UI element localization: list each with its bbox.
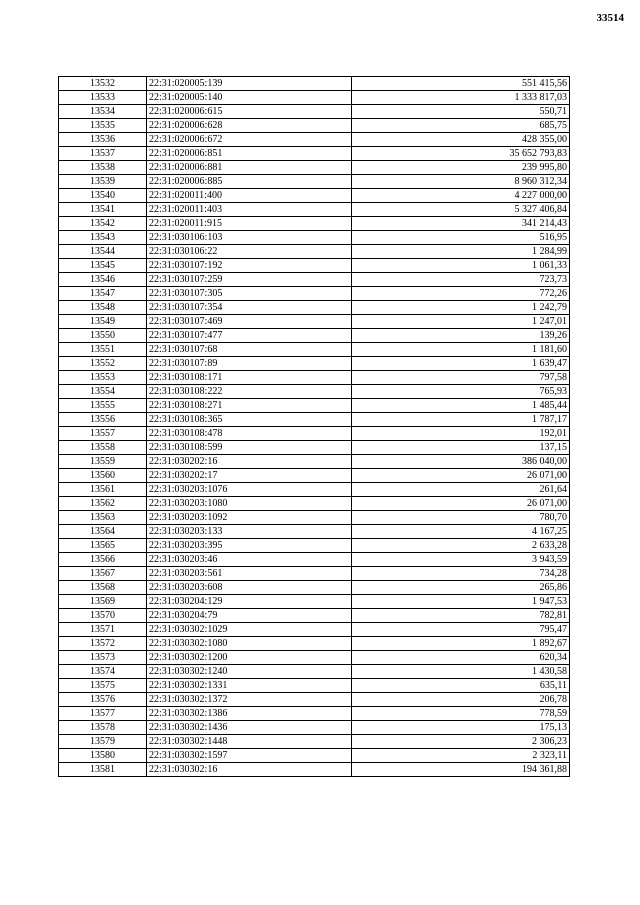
- cadastral-value-cell: 206,78: [352, 693, 570, 707]
- cadastral-number-cell: 22:31:020006:628: [147, 119, 352, 133]
- table-row: [59, 315, 570, 329]
- cadastral-value-cell: 341 214,43: [352, 217, 570, 231]
- cadastral-number-cell: 22:31:020005:140: [147, 91, 352, 105]
- table-row: [59, 623, 570, 637]
- table-row: [59, 427, 570, 441]
- row-number-cell: 13552: [59, 357, 147, 371]
- table-row: [59, 301, 570, 315]
- cadastral-value-cell: 35 652 793,83: [352, 147, 570, 161]
- row-number-cell: 13532: [59, 77, 147, 91]
- table-row: [59, 441, 570, 455]
- cadastral-value-cell: 192,01: [352, 427, 570, 441]
- table-row: [59, 175, 570, 189]
- row-number-cell: 13564: [59, 525, 147, 539]
- row-number-cell: 13575: [59, 679, 147, 693]
- cadastral-number-cell: 22:31:030203:133: [147, 525, 352, 539]
- cadastral-value-cell: 1 485,44: [352, 399, 570, 413]
- cadastral-number-cell: 22:31:030107:469: [147, 315, 352, 329]
- cadastral-number-cell: 22:31:030107:477: [147, 329, 352, 343]
- cadastral-number-cell: 22:31:030203:1076: [147, 483, 352, 497]
- cadastral-number-cell: 22:31:020011:400: [147, 189, 352, 203]
- table-row: [59, 665, 570, 679]
- table-body: [59, 77, 570, 777]
- cadastral-number-cell: 22:31:030302:1386: [147, 707, 352, 721]
- cadastral-number-cell: 22:31:030107:305: [147, 287, 352, 301]
- cadastral-value-cell: 386 040,00: [352, 455, 570, 469]
- cadastral-value-cell: 782,81: [352, 609, 570, 623]
- table-row: [59, 119, 570, 133]
- cadastral-value-cell: 5 327 406,84: [352, 203, 570, 217]
- table-row: [59, 679, 570, 693]
- cadastral-value-cell: 1 242,79: [352, 301, 570, 315]
- table-row: [59, 469, 570, 483]
- row-number-cell: 13544: [59, 245, 147, 259]
- table-row: [59, 511, 570, 525]
- table-row: [59, 217, 570, 231]
- cadastral-value-cell: 1 181,60: [352, 343, 570, 357]
- cadastral-number-cell: 22:31:030107:354: [147, 301, 352, 315]
- table-row: [59, 399, 570, 413]
- cadastral-number-cell: 22:31:020011:915: [147, 217, 352, 231]
- row-number-cell: 13536: [59, 133, 147, 147]
- table-row: [59, 735, 570, 749]
- cadastral-value-cell: 261,64: [352, 483, 570, 497]
- row-number-cell: 13569: [59, 595, 147, 609]
- row-number-cell: 13545: [59, 259, 147, 273]
- row-number-cell: 13550: [59, 329, 147, 343]
- cadastral-number-cell: 22:31:030302:16: [147, 763, 352, 777]
- cadastral-value-cell: 137,15: [352, 441, 570, 455]
- row-number-cell: 13572: [59, 637, 147, 651]
- cadastral-number-cell: 22:31:030302:1080: [147, 637, 352, 651]
- cadastral-number-cell: 22:31:020006:881: [147, 161, 352, 175]
- cadastral-number-cell: 22:31:030204:129: [147, 595, 352, 609]
- table-row: [59, 455, 570, 469]
- row-number-cell: 13576: [59, 693, 147, 707]
- cadastral-number-cell: 22:31:030302:1448: [147, 735, 352, 749]
- row-number-cell: 13559: [59, 455, 147, 469]
- row-number-cell: 13539: [59, 175, 147, 189]
- row-number-cell: 13580: [59, 749, 147, 763]
- table-row: [59, 637, 570, 651]
- cadastral-number-cell: 22:31:030203:1080: [147, 497, 352, 511]
- row-number-cell: 13540: [59, 189, 147, 203]
- table-row: [59, 189, 570, 203]
- row-number-cell: 13543: [59, 231, 147, 245]
- row-number-cell: 13533: [59, 91, 147, 105]
- cadastral-number-cell: 22:31:030202:16: [147, 455, 352, 469]
- row-number-cell: 13578: [59, 721, 147, 735]
- cadastral-number-cell: 22:31:030203:1092: [147, 511, 352, 525]
- cadastral-number-cell: 22:31:030302:1372: [147, 693, 352, 707]
- table-row: [59, 203, 570, 217]
- cadastral-number-cell: 22:31:030302:1331: [147, 679, 352, 693]
- table-row: [59, 147, 570, 161]
- row-number-cell: 13562: [59, 497, 147, 511]
- row-number-cell: 13563: [59, 511, 147, 525]
- row-number-cell: 13573: [59, 651, 147, 665]
- table-row: [59, 651, 570, 665]
- cadastral-value-cell: 1 892,67: [352, 637, 570, 651]
- table-row: [59, 707, 570, 721]
- table-row: [59, 273, 570, 287]
- cadastral-value-cell: 1 639,47: [352, 357, 570, 371]
- cadastral-number-cell: 22:31:030302:1597: [147, 749, 352, 763]
- cadastral-value-cell: 194 361,88: [352, 763, 570, 777]
- cadastral-value-cell: 4 227 000,00: [352, 189, 570, 203]
- cadastral-number-cell: 22:31:030108:222: [147, 385, 352, 399]
- cadastral-value-cell: 620,34: [352, 651, 570, 665]
- table-row: [59, 133, 570, 147]
- row-number-cell: 13568: [59, 581, 147, 595]
- row-number-cell: 13574: [59, 665, 147, 679]
- cadastral-value-cell: 265,86: [352, 581, 570, 595]
- row-number-cell: 13541: [59, 203, 147, 217]
- table-row: [59, 497, 570, 511]
- row-number-cell: 13538: [59, 161, 147, 175]
- table-row: [59, 581, 570, 595]
- table-row: [59, 763, 570, 777]
- cadastral-value-cell: 2 633,28: [352, 539, 570, 553]
- row-number-cell: 13535: [59, 119, 147, 133]
- cadastral-value-cell: 175,13: [352, 721, 570, 735]
- table-row: [59, 77, 570, 91]
- cadastral-value-cell: 239 995,80: [352, 161, 570, 175]
- table-row: [59, 259, 570, 273]
- cadastral-number-cell: 22:31:030302:1240: [147, 665, 352, 679]
- cadastral-number-cell: 22:31:020006:672: [147, 133, 352, 147]
- cadastral-value-cell: 516,95: [352, 231, 570, 245]
- row-number-cell: 13534: [59, 105, 147, 119]
- cadastral-value-cell: 8 960 312,34: [352, 175, 570, 189]
- cadastral-value-cell: 3 943,59: [352, 553, 570, 567]
- table-row: [59, 595, 570, 609]
- row-number-cell: 13567: [59, 567, 147, 581]
- cadastral-number-cell: 22:31:020006:615: [147, 105, 352, 119]
- cadastral-number-cell: 22:31:030302:1200: [147, 651, 352, 665]
- cadastral-number-cell: 22:31:030108:478: [147, 427, 352, 441]
- cadastral-value-cell: 2 306,23: [352, 735, 570, 749]
- table-row: [59, 609, 570, 623]
- cadastral-number-cell: 22:31:030108:599: [147, 441, 352, 455]
- table-row: [59, 525, 570, 539]
- row-number-cell: 13542: [59, 217, 147, 231]
- table-row: [59, 357, 570, 371]
- table-row: [59, 245, 570, 259]
- table-row: [59, 231, 570, 245]
- row-number-cell: 13551: [59, 343, 147, 357]
- row-number-cell: 13581: [59, 763, 147, 777]
- row-number-cell: 13555: [59, 399, 147, 413]
- row-number-cell: 13577: [59, 707, 147, 721]
- row-number-cell: 13579: [59, 735, 147, 749]
- cadastral-number-cell: 22:31:030107:259: [147, 273, 352, 287]
- row-number-cell: 13571: [59, 623, 147, 637]
- cadastral-value-cell: 778,59: [352, 707, 570, 721]
- table-row: [59, 483, 570, 497]
- row-number-cell: 13553: [59, 371, 147, 385]
- table-row: [59, 91, 570, 105]
- table-row: [59, 385, 570, 399]
- cadastral-number-cell: 22:31:030203:395: [147, 539, 352, 553]
- cadastral-value-cell: 1 947,53: [352, 595, 570, 609]
- cadastral-number-cell: 22:31:030302:1436: [147, 721, 352, 735]
- row-number-cell: 13565: [59, 539, 147, 553]
- row-number-cell: 13557: [59, 427, 147, 441]
- cadastral-number-cell: 22:31:020006:885: [147, 175, 352, 189]
- table-row: [59, 105, 570, 119]
- cadastral-value-cell: 734,28: [352, 567, 570, 581]
- cadastral-value-cell: 795,47: [352, 623, 570, 637]
- cadastral-value-cell: 1 430,58: [352, 665, 570, 679]
- row-number-cell: 13556: [59, 413, 147, 427]
- cadastral-value-cell: 1 284,99: [352, 245, 570, 259]
- cadastral-value-cell: 26 071,00: [352, 469, 570, 483]
- cadastral-value-cell: 1 247,01: [352, 315, 570, 329]
- cadastral-number-cell: 22:31:030106:22: [147, 245, 352, 259]
- cadastral-value-cell: 780,70: [352, 511, 570, 525]
- cadastral-value-cell: 139,26: [352, 329, 570, 343]
- cadastral-number-cell: 22:31:030106:103: [147, 231, 352, 245]
- table-row: [59, 539, 570, 553]
- row-number-cell: 13566: [59, 553, 147, 567]
- cadastral-value-cell: 723,73: [352, 273, 570, 287]
- cadastral-value-cell: 550,71: [352, 105, 570, 119]
- cadastral-number-cell: 22:31:030107:68: [147, 343, 352, 357]
- row-number-cell: 13558: [59, 441, 147, 455]
- cadastral-value-cell: 2 323,11: [352, 749, 570, 763]
- table-row: [59, 329, 570, 343]
- cadastral-number-cell: 22:31:030203:561: [147, 567, 352, 581]
- cadastral-number-cell: 22:31:030203:46: [147, 553, 352, 567]
- table-row: [59, 721, 570, 735]
- cadastral-value-cell: 765,93: [352, 385, 570, 399]
- cadastral-value-cell: 551 415,56: [352, 77, 570, 91]
- page-number: 33514: [596, 12, 624, 24]
- row-number-cell: 13547: [59, 287, 147, 301]
- cadastral-value-table: [58, 76, 570, 777]
- cadastral-value-cell: 635,11: [352, 679, 570, 693]
- cadastral-number-cell: 22:31:020005:139: [147, 77, 352, 91]
- table-row: [59, 287, 570, 301]
- table-row: [59, 343, 570, 357]
- cadastral-number-cell: 22:31:030107:192: [147, 259, 352, 273]
- table-row: [59, 693, 570, 707]
- cadastral-value-cell: 1 787,17: [352, 413, 570, 427]
- cadastral-number-cell: 22:31:020006:851: [147, 147, 352, 161]
- row-number-cell: 13546: [59, 273, 147, 287]
- table-row: [59, 749, 570, 763]
- cadastral-number-cell: 22:31:030204:79: [147, 609, 352, 623]
- table-row: [59, 567, 570, 581]
- cadastral-value-cell: 4 167,25: [352, 525, 570, 539]
- cadastral-number-cell: 22:31:030108:365: [147, 413, 352, 427]
- cadastral-value-cell: 685,75: [352, 119, 570, 133]
- cadastral-number-cell: 22:31:030302:1029: [147, 623, 352, 637]
- table-row: [59, 161, 570, 175]
- row-number-cell: 13549: [59, 315, 147, 329]
- cadastral-value-cell: 428 355,00: [352, 133, 570, 147]
- cadastral-value-cell: 1 333 817,03: [352, 91, 570, 105]
- row-number-cell: 13570: [59, 609, 147, 623]
- cadastral-value-cell: 772,26: [352, 287, 570, 301]
- cadastral-number-cell: 22:31:030108:271: [147, 399, 352, 413]
- table-row: [59, 553, 570, 567]
- cadastral-number-cell: 22:31:030202:17: [147, 469, 352, 483]
- row-number-cell: 13548: [59, 301, 147, 315]
- row-number-cell: 13561: [59, 483, 147, 497]
- cadastral-number-cell: 22:31:030108:171: [147, 371, 352, 385]
- row-number-cell: 13560: [59, 469, 147, 483]
- cadastral-number-cell: 22:31:030203:608: [147, 581, 352, 595]
- table-row: [59, 413, 570, 427]
- row-number-cell: 13554: [59, 385, 147, 399]
- row-number-cell: 13537: [59, 147, 147, 161]
- cadastral-number-cell: 22:31:020011:403: [147, 203, 352, 217]
- cadastral-value-cell: 1 061,33: [352, 259, 570, 273]
- cadastral-number-cell: 22:31:030107:89: [147, 357, 352, 371]
- table-row: [59, 371, 570, 385]
- cadastral-value-cell: 797,58: [352, 371, 570, 385]
- cadastral-value-cell: 26 071,00: [352, 497, 570, 511]
